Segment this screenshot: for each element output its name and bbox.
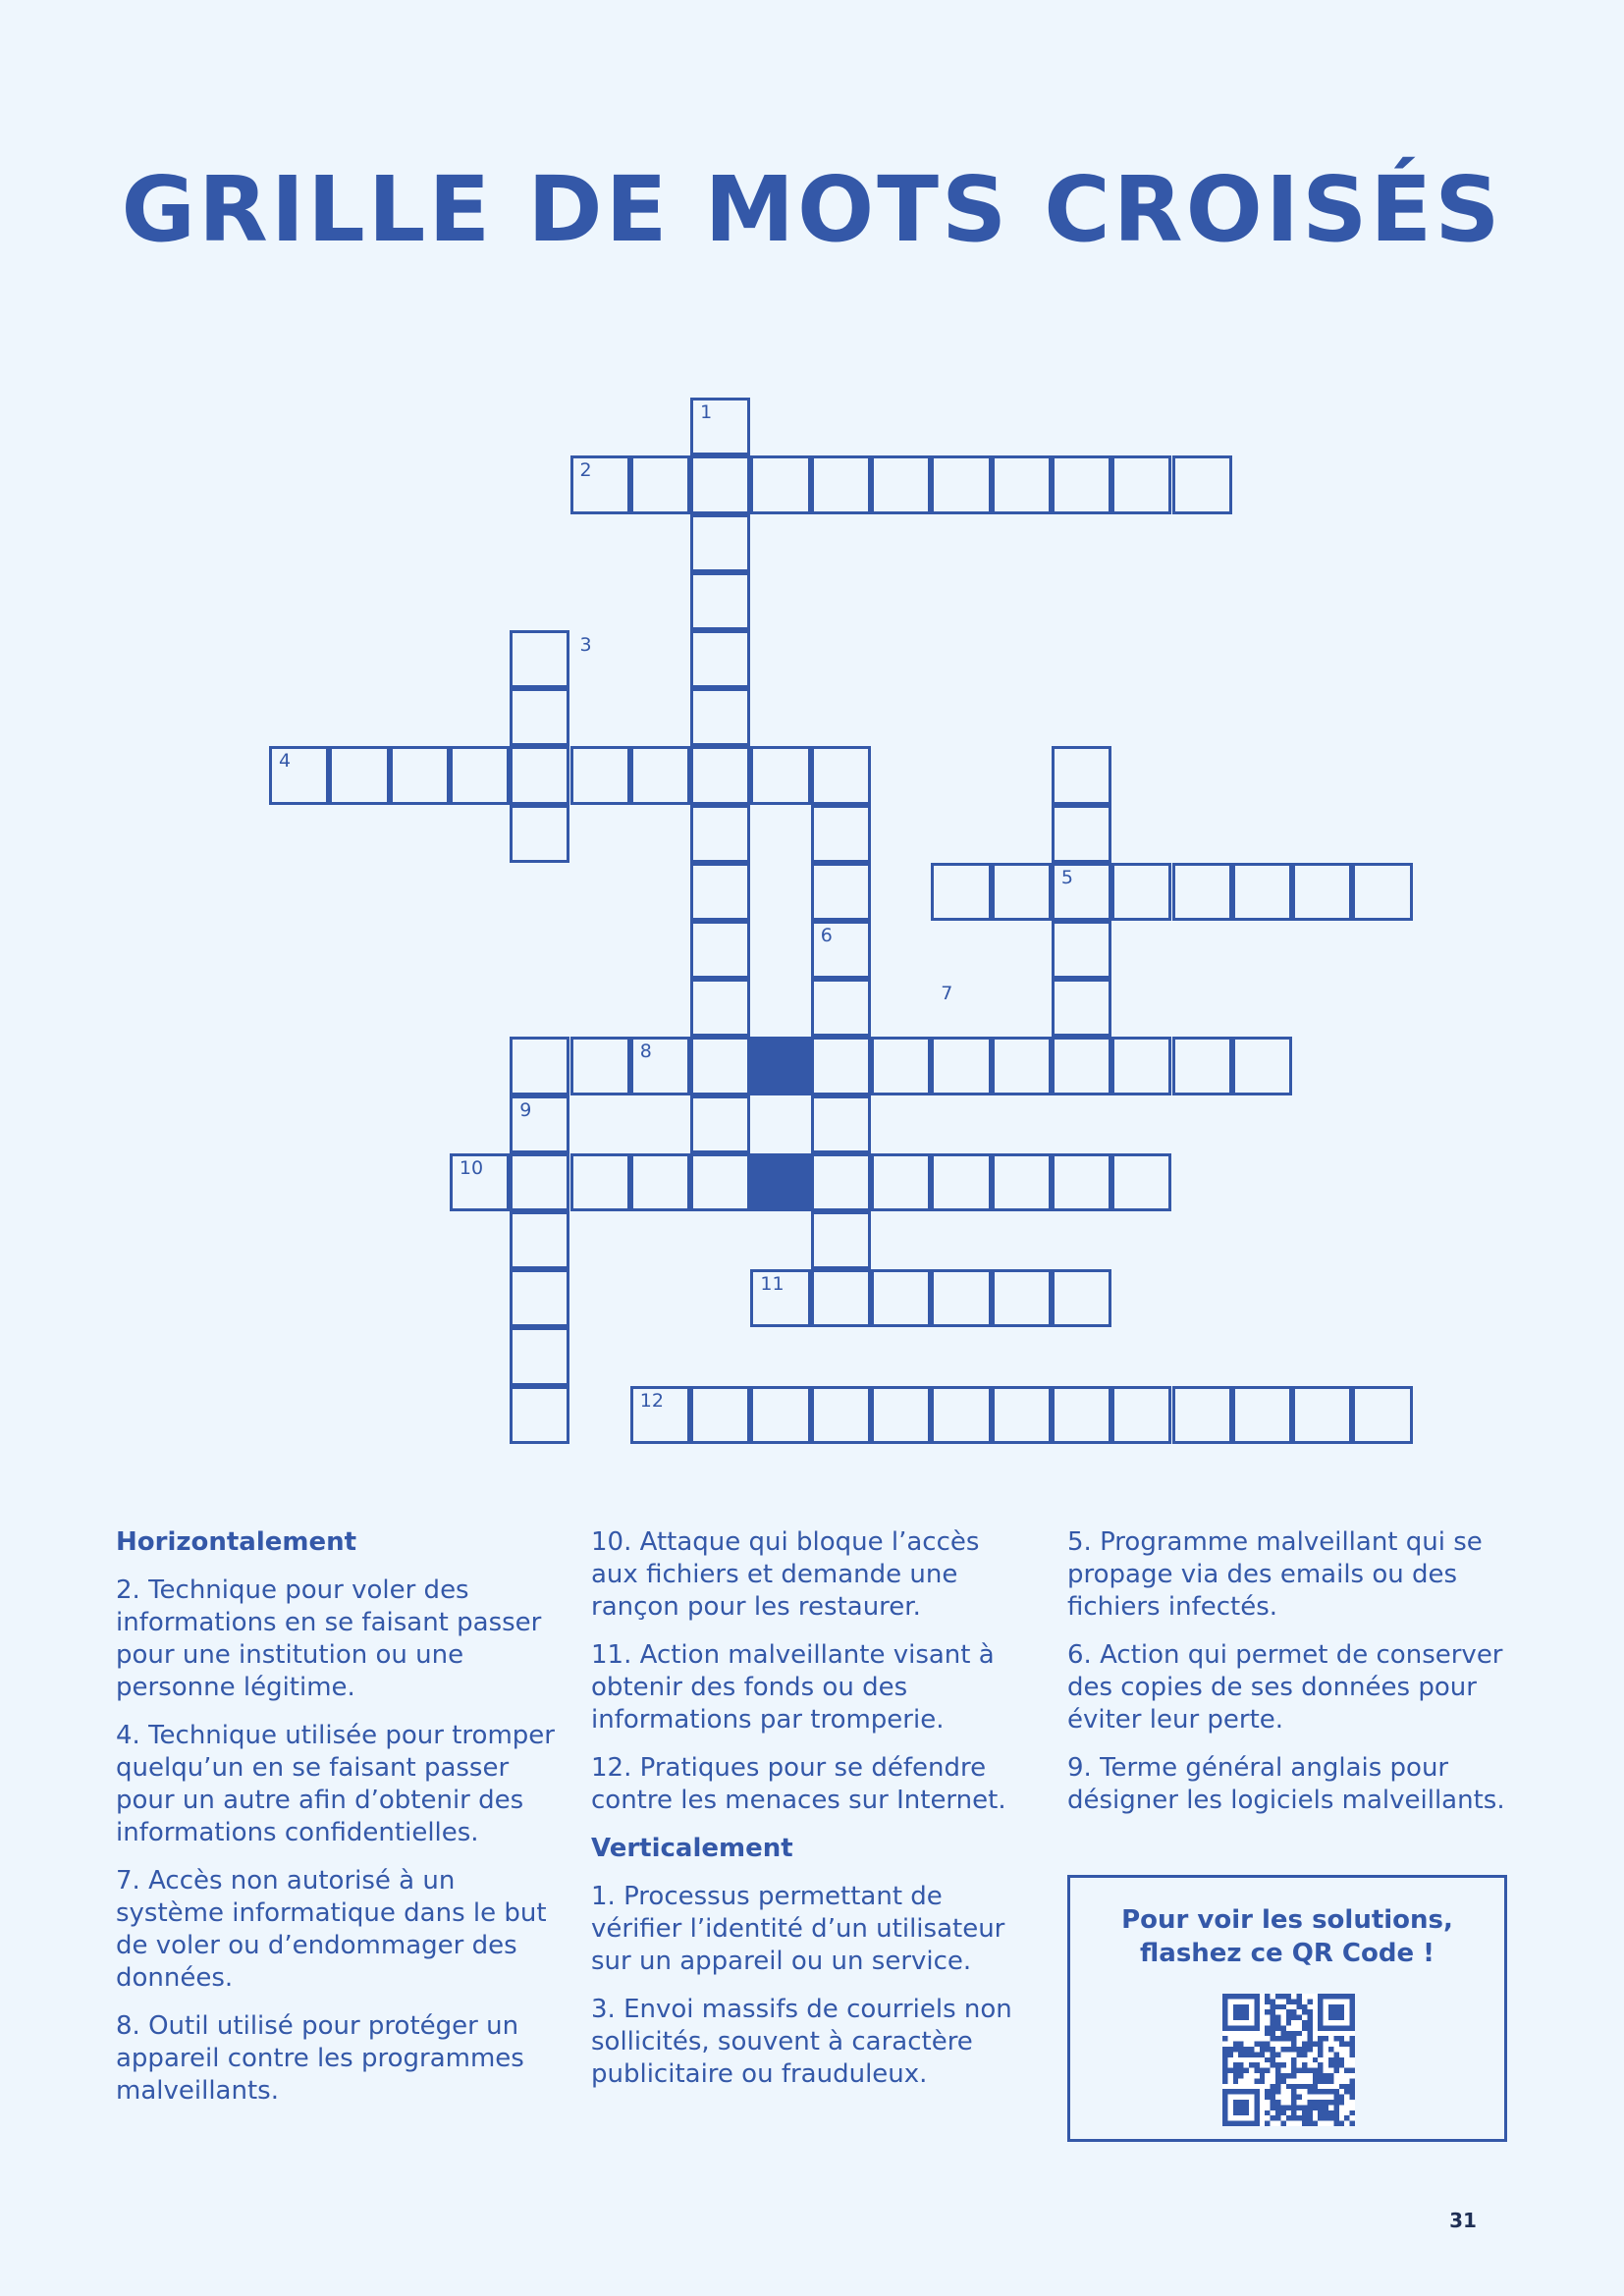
- grid-cell[interactable]: [871, 1386, 931, 1444]
- grid-cell[interactable]: [390, 746, 450, 804]
- grid-cell[interactable]: [570, 746, 630, 804]
- grid-cell[interactable]: [690, 746, 750, 804]
- grid-cell[interactable]: [690, 455, 750, 513]
- grid-cell[interactable]: [871, 455, 931, 513]
- grid-cell[interactable]: [1172, 1037, 1232, 1095]
- clue-down-5: 5. Programme malveillant qui se propage via des emails ou des fichiers infectés.: [1067, 1527, 1483, 1622]
- grid-cell[interactable]: [811, 746, 871, 804]
- grid-cell[interactable]: [690, 1095, 750, 1153]
- grid-number-7: 7: [941, 983, 953, 1005]
- qr-caption-line2: flashez ce QR Code !: [1140, 1939, 1435, 1968]
- grid-cell[interactable]: [992, 1386, 1052, 1444]
- grid-cell[interactable]: [1172, 863, 1232, 921]
- grid-cell[interactable]: [690, 1037, 750, 1095]
- clue-across-2: 2. Technique pour voler des informations en se faisant passer pour une institution ou une personne légitime.: [116, 1575, 542, 1702]
- grid-cell[interactable]: [630, 1153, 690, 1211]
- grid-cell[interactable]: [931, 455, 991, 513]
- clues-column-3: [1067, 1526, 1509, 1833]
- grid-cell[interactable]: [811, 455, 871, 513]
- grid-cell[interactable]: [450, 746, 510, 804]
- grid-cell[interactable]: [690, 1153, 750, 1211]
- grid-cell[interactable]: [1232, 1386, 1292, 1444]
- grid-cell[interactable]: [690, 979, 750, 1037]
- grid-cell[interactable]: [690, 805, 750, 863]
- grid-cell[interactable]: [992, 1153, 1052, 1211]
- grid-cell[interactable]: [630, 746, 690, 804]
- grid-number-3: 3: [579, 634, 592, 656]
- grid-cell[interactable]: [630, 455, 690, 513]
- grid-cell[interactable]: [510, 688, 569, 746]
- grid-number-6: 6: [820, 925, 833, 946]
- grid-cell[interactable]: [329, 746, 389, 804]
- grid-cell[interactable]: [811, 1386, 871, 1444]
- grid-cell[interactable]: [750, 746, 810, 804]
- clue-down-9: 9. Terme général anglais pour désigner les logiciels malveillants.: [1067, 1753, 1505, 1815]
- grid-cell[interactable]: [1111, 455, 1171, 513]
- clue-across-4: 4. Technique utilisée pour tromper quelqu’un en se faisant passer pour un autre afin d’obtenir des informations confidentielles.: [116, 1721, 555, 1847]
- grid-cell[interactable]: [1111, 1153, 1171, 1211]
- clue-across-7: 7. Accès non autorisé à un système informatique dans le but de voler ou d’endommager des données.: [116, 1866, 547, 1993]
- page-number: 31: [1449, 2209, 1477, 2232]
- clue-across-11: 11. Action malveillante visant à obtenir des fonds ou des informations par tromperie.: [591, 1640, 995, 1735]
- grid-cell[interactable]: [992, 1269, 1052, 1327]
- grid-cell[interactable]: [1352, 863, 1412, 921]
- grid-cell[interactable]: [690, 514, 750, 572]
- clue-down-6: 6. Action qui permet de conserver des copies de ses données pour éviter leur perte.: [1067, 1640, 1503, 1735]
- grid-cell[interactable]: [811, 979, 871, 1037]
- grid-cell[interactable]: [1052, 805, 1111, 863]
- grid-cell[interactable]: [510, 1037, 569, 1095]
- grid-cell[interactable]: [510, 805, 569, 863]
- grid-cell[interactable]: [510, 746, 569, 804]
- grid-cell[interactable]: [690, 572, 750, 630]
- grid-cell[interactable]: [1052, 979, 1111, 1037]
- grid-cell[interactable]: [931, 863, 991, 921]
- grid-cell[interactable]: [570, 1037, 630, 1095]
- grid-cell[interactable]: [871, 1037, 931, 1095]
- grid-cell[interactable]: [992, 455, 1052, 513]
- grid-cell[interactable]: [811, 1269, 871, 1327]
- grid-cell[interactable]: [811, 1095, 871, 1153]
- grid-cell[interactable]: [1111, 1386, 1171, 1444]
- grid-cell[interactable]: [750, 1386, 810, 1444]
- grid-number-1: 1: [700, 401, 713, 424]
- grid-cell[interactable]: [690, 630, 750, 688]
- grid-cell[interactable]: [510, 630, 569, 688]
- grid-cell[interactable]: [510, 1211, 569, 1269]
- grid-cell[interactable]: [811, 1211, 871, 1269]
- grid-cell[interactable]: [1172, 1386, 1232, 1444]
- grid-cell[interactable]: [570, 1153, 630, 1211]
- grid-number-2: 2: [579, 459, 592, 482]
- clue-across-10: 10. Attaque qui bloque l’accès aux fichiers et demande une rançon pour les restaurer.: [591, 1527, 980, 1622]
- black-cell: [750, 1037, 810, 1095]
- grid-cell[interactable]: [1292, 1386, 1352, 1444]
- grid-cell[interactable]: [931, 1386, 991, 1444]
- grid-cell[interactable]: [1352, 1386, 1412, 1444]
- grid-number-4: 4: [279, 750, 292, 773]
- grid-cell[interactable]: [871, 1269, 931, 1327]
- clue-down-1: 1. Processus permettant de vérifier l’identité d’un utilisateur sur un appareil ou un service.: [591, 1882, 1005, 1976]
- grid-cell[interactable]: [510, 1386, 569, 1444]
- grid-cell[interactable]: [1172, 455, 1232, 513]
- clue-down-3: 3. Envoi massifs de courriels non sollicités, souvent à caractère publicitaire ou frauduleux.: [591, 1995, 1012, 2089]
- clue-across-12: 12. Pratiques pour se défendre contre les menaces sur Internet.: [591, 1753, 1006, 1815]
- grid-cell[interactable]: [1232, 863, 1292, 921]
- grid-cell[interactable]: [1052, 1386, 1111, 1444]
- grid-cell[interactable]: [1052, 1037, 1111, 1095]
- grid-cell[interactable]: [811, 1153, 871, 1211]
- grid-cell[interactable]: [1052, 1269, 1111, 1327]
- grid-cell[interactable]: [690, 921, 750, 979]
- grid-cell[interactable]: [1111, 863, 1171, 921]
- clues-column-1: [116, 1526, 558, 2123]
- grid-cell[interactable]: [510, 1269, 569, 1327]
- grid-cell[interactable]: [1232, 1037, 1292, 1095]
- qr-panel: [1067, 1875, 1507, 2142]
- grid-cell[interactable]: [811, 863, 871, 921]
- grid-number-12: 12: [639, 1389, 664, 1412]
- grid-cell[interactable]: [811, 1037, 871, 1095]
- qr-caption-line1: Pour voir les solutions,: [1121, 1905, 1453, 1935]
- clue-across-8: 8. Outil utilisé pour protéger un appareil contre les programmes malveillants.: [116, 2011, 524, 2106]
- grid-cell[interactable]: [1292, 863, 1352, 921]
- grid-number-10: 10: [459, 1156, 484, 1179]
- grid-cell[interactable]: [992, 863, 1052, 921]
- grid-cell[interactable]: [690, 863, 750, 921]
- qr-code-icon[interactable]: [1222, 1994, 1355, 2126]
- grid-cell[interactable]: [1111, 1037, 1171, 1095]
- grid-cell[interactable]: [1052, 746, 1111, 804]
- grid-cell[interactable]: [690, 688, 750, 746]
- grid-cell[interactable]: [931, 1269, 991, 1327]
- grid-cell[interactable]: [510, 1153, 569, 1211]
- grid-cell[interactable]: [992, 1037, 1052, 1095]
- grid-cell[interactable]: [931, 1153, 991, 1211]
- grid-number-5: 5: [1060, 866, 1073, 888]
- grid-cell[interactable]: [1052, 455, 1111, 513]
- down-heading: Verticalement: [591, 1834, 793, 1863]
- grid-cell[interactable]: [510, 1327, 569, 1385]
- page-title: GRILLE DE MOTS CROISÉS: [121, 157, 1503, 262]
- grid-number-9: 9: [519, 1098, 532, 1121]
- grid-cell[interactable]: [690, 1386, 750, 1444]
- grid-cell[interactable]: [1052, 1153, 1111, 1211]
- grid-cell[interactable]: [871, 1153, 931, 1211]
- clues-column-2: [591, 1526, 1033, 2107]
- grid-cell[interactable]: [811, 805, 871, 863]
- grid-cell[interactable]: [1052, 921, 1111, 979]
- across-heading: Horizontalement: [116, 1527, 357, 1557]
- qr-caption: [1070, 1903, 1504, 1970]
- grid-number-8: 8: [639, 1041, 652, 1063]
- grid-number-11: 11: [760, 1273, 785, 1296]
- grid-cell[interactable]: [931, 1037, 991, 1095]
- grid-cell[interactable]: [750, 455, 810, 513]
- black-cell: [750, 1153, 810, 1211]
